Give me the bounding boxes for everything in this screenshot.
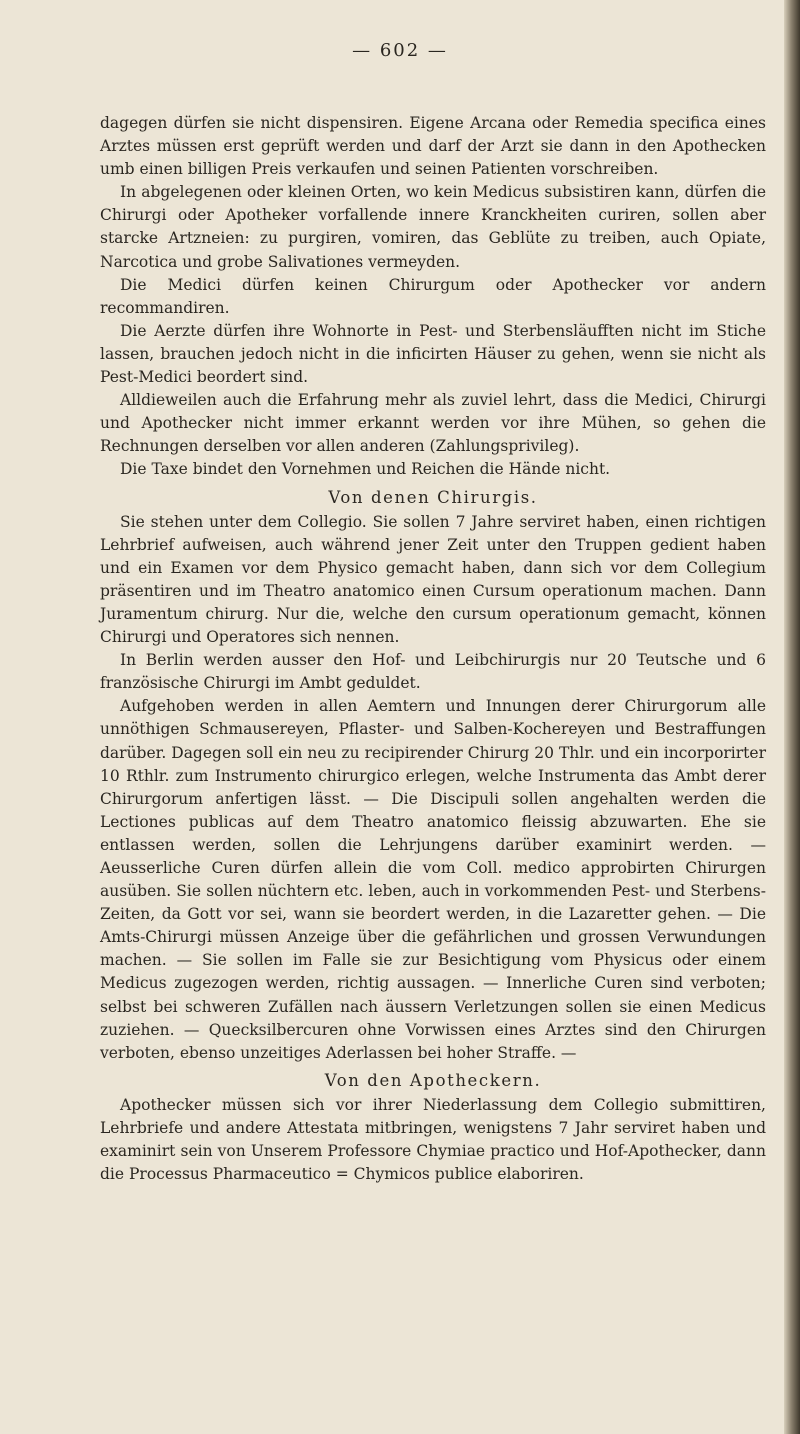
paragraph: In abgelegenen oder kleinen Orten, wo kein Medicus subsistiren kann, dürfen die Chirurgi oder Apotheker vorfallende innere Kranckheiten curiren, sollen aber starcke Artzneien: zu purgiren, vomiren, das Geblüte zu treiben, auch Opiate, Narcotica und grobe Salivationes vermeyden. bbox=[100, 183, 766, 271]
paragraph: Alldieweilen auch die Erfahrung mehr als zuviel lehrt, dass die Medici, Chirurgi und Apothecker nicht immer erkannt werden vor ihre Mühen, so gehen die Rechnungen derselben vor allen anderen (Zahlungsprivileg). bbox=[100, 391, 766, 456]
paragraph: Die Aerzte dürfen ihre Wohnorte in Pest- und Sterbensläufften nicht im Stiche lassen, brauchen jedoch nicht in die inficirten Häuser zu gehen, wenn sie nicht als Pest-Medici beordert sind. bbox=[100, 321, 766, 387]
text-block bbox=[100, 112, 766, 1186]
page-edge bbox=[784, 0, 800, 1434]
paragraph: Die Taxe bindet den Vornehmen und Reichen die Hände nicht. bbox=[120, 460, 611, 479]
paragraph: Apothecker müssen sich vor ihrer Niederlassung dem Collegio submittiren, Lehrbriefe und andere Attestata mitbringen, wenigstens 7 Jahr serviret haben und examinirt sein von Unserem Professore Chymiae practico und Hof-Apothecker, dann die Processus Pharmaceutico = Chymicos publice elaboriren. bbox=[100, 1095, 766, 1184]
paragraph: dagegen dürfen sie nicht dispensiren. Eigene Arcana oder Remedia specifica eines Arztes müssen erst geprüft werden und darf der Arzt sie dann in den Apothecken umb einen billigen Preis verkaufen und seinen Patienten vorschreiben. bbox=[100, 114, 766, 179]
section-heading-apotheckern: Von den Apotheckern. bbox=[324, 1070, 542, 1090]
page-number: — 602 — bbox=[352, 40, 448, 61]
paragraph: Sie stehen unter dem Collegio. Sie sollen 7 Jahre serviret haben, einen richtigen Lehrbrief aufweisen, auch während jener Zeit unter den Truppen gedient haben und ein Examen vor dem Physico gemacht haben, dann sich vor dem Collegium präsentiren und im Theatro anatomico einen Cursum operationum machen. Dann Juramentum chirurg. Nur die, welche den cursum operationum gemacht, können Chirurgi und Operatores sich nennen. bbox=[100, 512, 766, 647]
paragraph: Die Medici dürfen keinen Chirurgum oder Apothecker vor andern recommandiren. bbox=[100, 275, 766, 317]
paragraph: In Berlin werden ausser den Hof- und Leibchirurgis nur 20 Teutsche und 6 französische Chirurgi im Ambt geduldet. bbox=[100, 651, 766, 693]
section-heading-chirurgis: Von denen Chirurgis. bbox=[328, 487, 538, 507]
paragraph: Aufgehoben werden in allen Aemtern und Innungen derer Chirurgorum alle unnöthigen Schmausereyen, Pflaster- und Salben-Kochereyen und Bestraffungen darüber. Dagegen soll ein neu zu recipirender Chirurg 20 Thlr. und ein incorporirter 10 Rthlr. zum Instrumento chirurgico erlegen, welche Instrumenta das Ambt derer Chirurgorum anfertigen lässt. — Die Discipuli sollen angehalten werden die Lectiones publicas auf dem Theatro anatomico fleissig abzuwarten. Ehe sie entlassen werden, sollen die Lehrjungens darüber examinirt werden. — Aeusserliche Curen dürfen allein die vom Coll. medico approbirten Chirurgen ausüben. Sie sollen nüchtern etc. leben, auch in vorkommenden Pest- und Sterbens-Zeiten, da Gott vor sei, wann sie beordert werden, in die Lazaretter gehen. — Die Amts-Chirurgi müssen Anzeige über die gefährlichen und grossen Verwundungen machen. — Sie sollen im Falle sie zur Besichtigung vom Physicus oder einem Medicus zugezogen werden, richtig aussagen. — Innerliche Curen sind verboten; selbst bei schweren Zufällen nach äussern Verletzungen sollen sie einen Medicus zuziehen. — Quecksilbercuren ohne Vorwissen eines Arztes sind den Chirurgen verboten, ebenso unzeitiges Aderlassen bei hoher Straffe. — bbox=[100, 697, 766, 1062]
